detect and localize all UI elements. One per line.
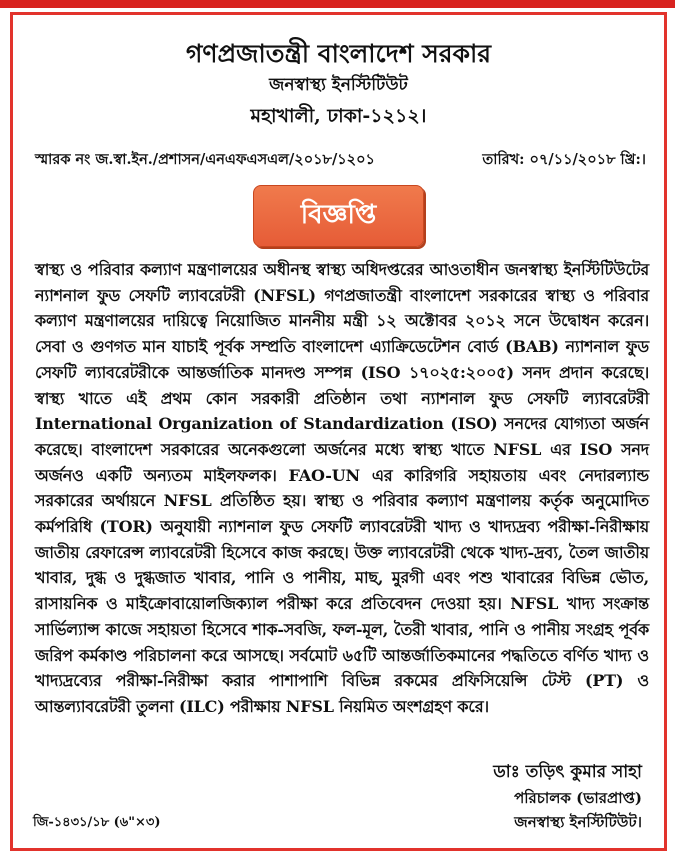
memo-date: তারিখ: ০৭/১১/২০১৮ খ্রি:। [482, 151, 646, 168]
memo-row [35, 149, 646, 171]
notice-heading-badge: বিজ্ঞপ্তি [253, 185, 424, 247]
letterhead [13, 37, 664, 133]
signature-block [493, 758, 642, 834]
ad-reference-code: জি-১৪৩১/১৮ (৬"×৩) [33, 815, 161, 830]
notice-frame [10, 12, 667, 851]
institute-name: জনস্বাস্থ্য ইনস্টিটিউট [269, 75, 408, 95]
signatory-name: ডাঃ তড়িৎ কুমার সাহা [493, 762, 642, 782]
top-red-strip [0, 0, 675, 8]
memo-number: স্মারক নং জ.স্বা.ইন./প্রশাসন/এনএফএসএল/২০১৮/১২০১ [35, 151, 375, 168]
signatory-organization: জনস্বাস্থ্য ইনস্টিটিউট। [514, 813, 642, 831]
signatory-title: পরিচালক (ভারপ্রাপ্ত) [514, 789, 642, 807]
notice-body: স্বাস্থ্য ও পরিবার কল্যাণ মন্ত্রণালয়ের অধীনস্থ স্বাস্থ্য অধিদপ্তরের আওতাধীন জনস্বাস্থ্য ইনস্টিটিউটের ন্যাশনাল ফুড সেফটি ল্যাবরেটরী (NFSL) গণপ্রজাতন্ত্রী বাংলাদেশ সরকারের স্বাস্থ্য ও পরিবার কল্যাণ মন্ত্রণালয়ের দায়িত্বে নিয়োজিত মাননীয় মন্ত্রী ১২ অক্টোবর ২০১২ সনে উদ্বোধন করেন। সেবা ও গুণগত মান যাচাই পূর্বক সম্প্রতি বাংলাদেশ এ্যাক্রিডেটেশন বোর্ড (BAB) ন্যাশনাল ফুড সেফটি ল্যাবরেটরীকে আন্তর্জাতিক মানদণ্ড সম্পন্ন (ISO ১৭০২৫:২০০৫) সনদ প্রদান করেছে। স্বাস্থ্য খাতে এই প্রথম কোন সরকারী প্রতিষ্ঠান তথা ন্যাশনাল ফুড সেফটি ল্যাবরেটরী International Organization of Standardization (ISO) সনদের যোগ্যতা অর্জন করেছে। বাংলাদেশ সরকারের অনেকগুলো অর্জনের মধ্যে স্বাস্থ্য খাতে NFSL এর ISO সনদ অর্জনও একটি অন্যতম মাইলফলক। FAO-UN এর কারিগরি সহায়তায় এবং নেদারল্যান্ড সরকারের অর্থায়নে NFSL প্রতিষ্ঠিত হয়। স্বাস্থ্য ও পরিবার কল্যাণ মন্ত্রণালয় কর্তৃক অনুমোদিত কর্মপরিধি (TOR) অনুযায়ী ন্যাশনাল ফুড সেফটি ল্যাবরেটরী খাদ্য ও খাদ্যদ্রব্য পরীক্ষা-নিরীক্ষায় জাতীয় রেফারেন্স ল্যাবরেটরী হিসেবে কাজ করছে। উক্ত ল্যাবরেটরী থেকে খাদ্য-দ্রব্য, তৈল জাতীয় খাবার, দুগ্ধ ও দুগ্ধজাত খাবার, পানি ও পানীয়, মাছ, মুরগী এবং পশু খাবারের বিভিন্ন ভৌত, রাসায়নিক ও মাইক্রোবায়োলজিক্যাল পরীক্ষা করে প্রতিবেদন দেওয়া হয়। NFSL খাদ্য সংক্রান্ত সার্ভিল্যান্স কাজে সহায়তা হিসেবে শাক-সবজি, ফল-মূল, তৈরী খাবার, পানি ও পানীয় সংগ্রহ পূর্বক জরিপ কর্মকাণ্ড পরিচালনা করে আসছে। সর্বমোট ৬৫টি আন্তর্জাতিকমানের পদ্ধতিতে বর্ণিত খাদ্য ও খাদ্যদ্রব্যের পরীক্ষা-নিরীক্ষা করার পাশাপাশি বিভিন্ন রকমের প্রফিসিয়েন্সি টেস্ট (PT) ও আন্তল্যাবরেটরী তুলনা (ILC) পরীক্ষায় NFSL নিয়মিত অংশগ্রহণ করে। [35, 260, 649, 716]
government-title: গণপ্রজাতন্ত্রী বাংলাদেশ সরকার [186, 39, 491, 68]
institute-address: মহাখালী, ঢাকা-১২১২। [250, 105, 427, 127]
